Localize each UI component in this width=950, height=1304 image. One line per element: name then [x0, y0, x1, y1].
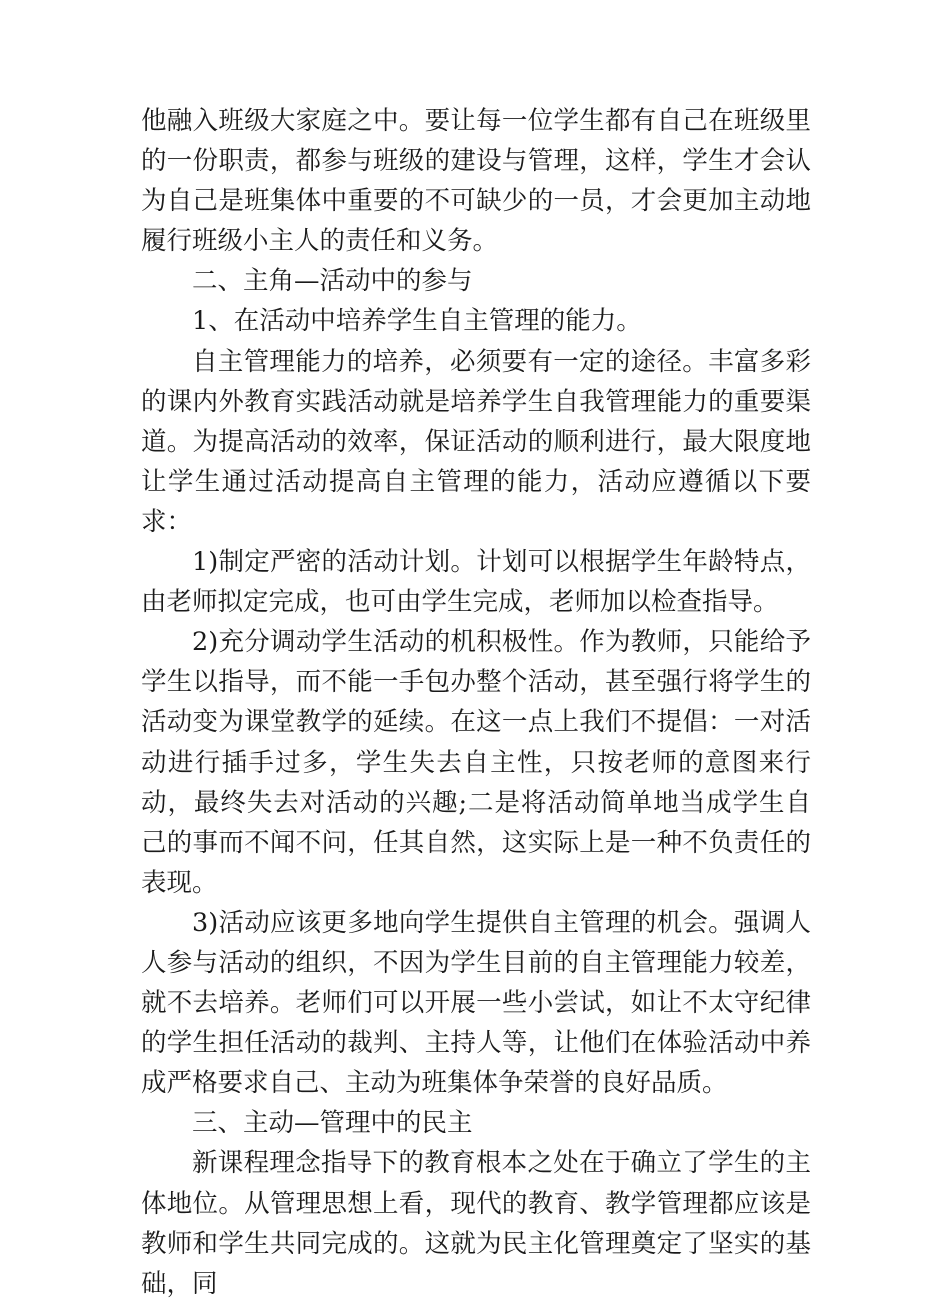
list-item: 2)充分调动学生活动的机积极性。作为教师，只能给予学生以指导，而不能一手包办整个活动，甚至强行将学生的活动变为课堂教学的延续。在这一点上我们不提倡：一对活动进行插手过多，学生失去自主性，只按老师的意图来行动，最终失去对活动的兴趣;二是将活动简单地当成学生自己的事而不闻不问，任其自然，这实际上是一种不负责任的表现。	[141, 627, 811, 898]
list-item: 3)活动应该更多地向学生提供自主管理的机会。强调人人参与活动的组织，不因为学生目前的自主管理能力较差，就不去培养。老师们可以开展一些小尝试，如让不太守纪律的学生担任活动的裁判、主持人等，让他们在体验活动中养成严格要求自己、主动为班集体争荣誉的良好品质。	[141, 907, 811, 1099]
list-item: 1)制定严密的活动计划。计划可以根据学生年龄特点，由老师拟定完成，也可由学生完成，老师加以检查指导。	[141, 547, 811, 618]
section-heading: 三、主动—管理中的民主	[192, 1108, 473, 1139]
paragraph: 他融入班级大家庭之中。要让每一位学生都有自己在班级里的一份职责，都参与班级的建设与管理，这样，学生才会认为自己是班集体中重要的不可缺少的一员，才会更加主动地履行班级小主人的责任和义务。	[141, 106, 811, 257]
paragraph: 自主管理能力的培养，必须要有一定的途径。丰富多彩的课内外教育实践活动就是培养学生自我管理能力的重要渠道。为提高活动的效率，保证活动的顺利进行，最大限度地让学生通过活动提高自主管理的能力，活动应遵循以下要求：	[141, 346, 811, 537]
document-body	[141, 101, 811, 1304]
section-heading: 二、主角—活动中的参与	[192, 266, 473, 297]
paragraph: 新课程理念指导下的教育根本之处在于确立了学生的主体地位。从管理思想上看，现代的教育、教学管理都应该是教师和学生共同完成的。这就为民主化管理奠定了坚实的基础，同	[141, 1148, 811, 1299]
subsection-heading: 1、在活动中培养学生自主管理的能力。	[192, 306, 642, 337]
